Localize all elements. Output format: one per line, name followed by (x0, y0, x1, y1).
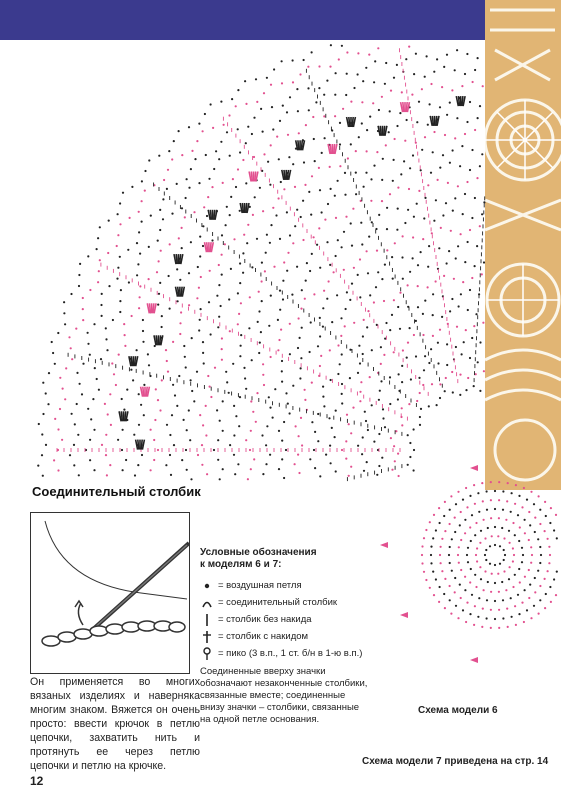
slip-stitch-description: Он применяется во многих вязаных изделиях и наверняка многим знаком. Вяжется он очень просто: ввести крючок в петлю цепочки, захватить нить и протянуть ее через петлю цепочки и петлю на крючке. (30, 676, 200, 772)
legend-title-line2: к моделям 6 и 7: (200, 559, 282, 570)
legend-title-line1: Условные обозначения (200, 547, 317, 558)
legend-item-slip: = соединительный столбик (200, 594, 370, 611)
caption-model6: Схема модели 6 (418, 705, 498, 716)
section-heading: Соединительный столбик (32, 484, 201, 499)
cross-bar-icon (200, 630, 214, 644)
header-band (0, 0, 485, 40)
picot-icon (200, 647, 214, 661)
dot-icon (200, 581, 214, 591)
legend (200, 547, 370, 726)
caption-model7: Схема модели 7 приведена на стр. 14 (362, 756, 549, 767)
legend-item-chain: = воздушная петля (200, 577, 370, 594)
arc-icon (200, 598, 214, 608)
bar-icon (200, 613, 214, 627)
page-number: 12 (30, 774, 44, 788)
legend-note: Соединенные вверху значки обозначают незаконченные столбики, связанные вместе; соединенные внизу значки – столбики, связанные на одной петле основания. (200, 666, 368, 725)
slip-stitch-illustration (30, 512, 190, 674)
legend-item-dc: = столбик с накидом (200, 628, 370, 645)
legend-item-sc: = столбик без накида (200, 611, 370, 628)
legend-item-picot: = пико (3 в.п., 1 ст. б/н в 1-ю в.п.) (200, 645, 370, 662)
